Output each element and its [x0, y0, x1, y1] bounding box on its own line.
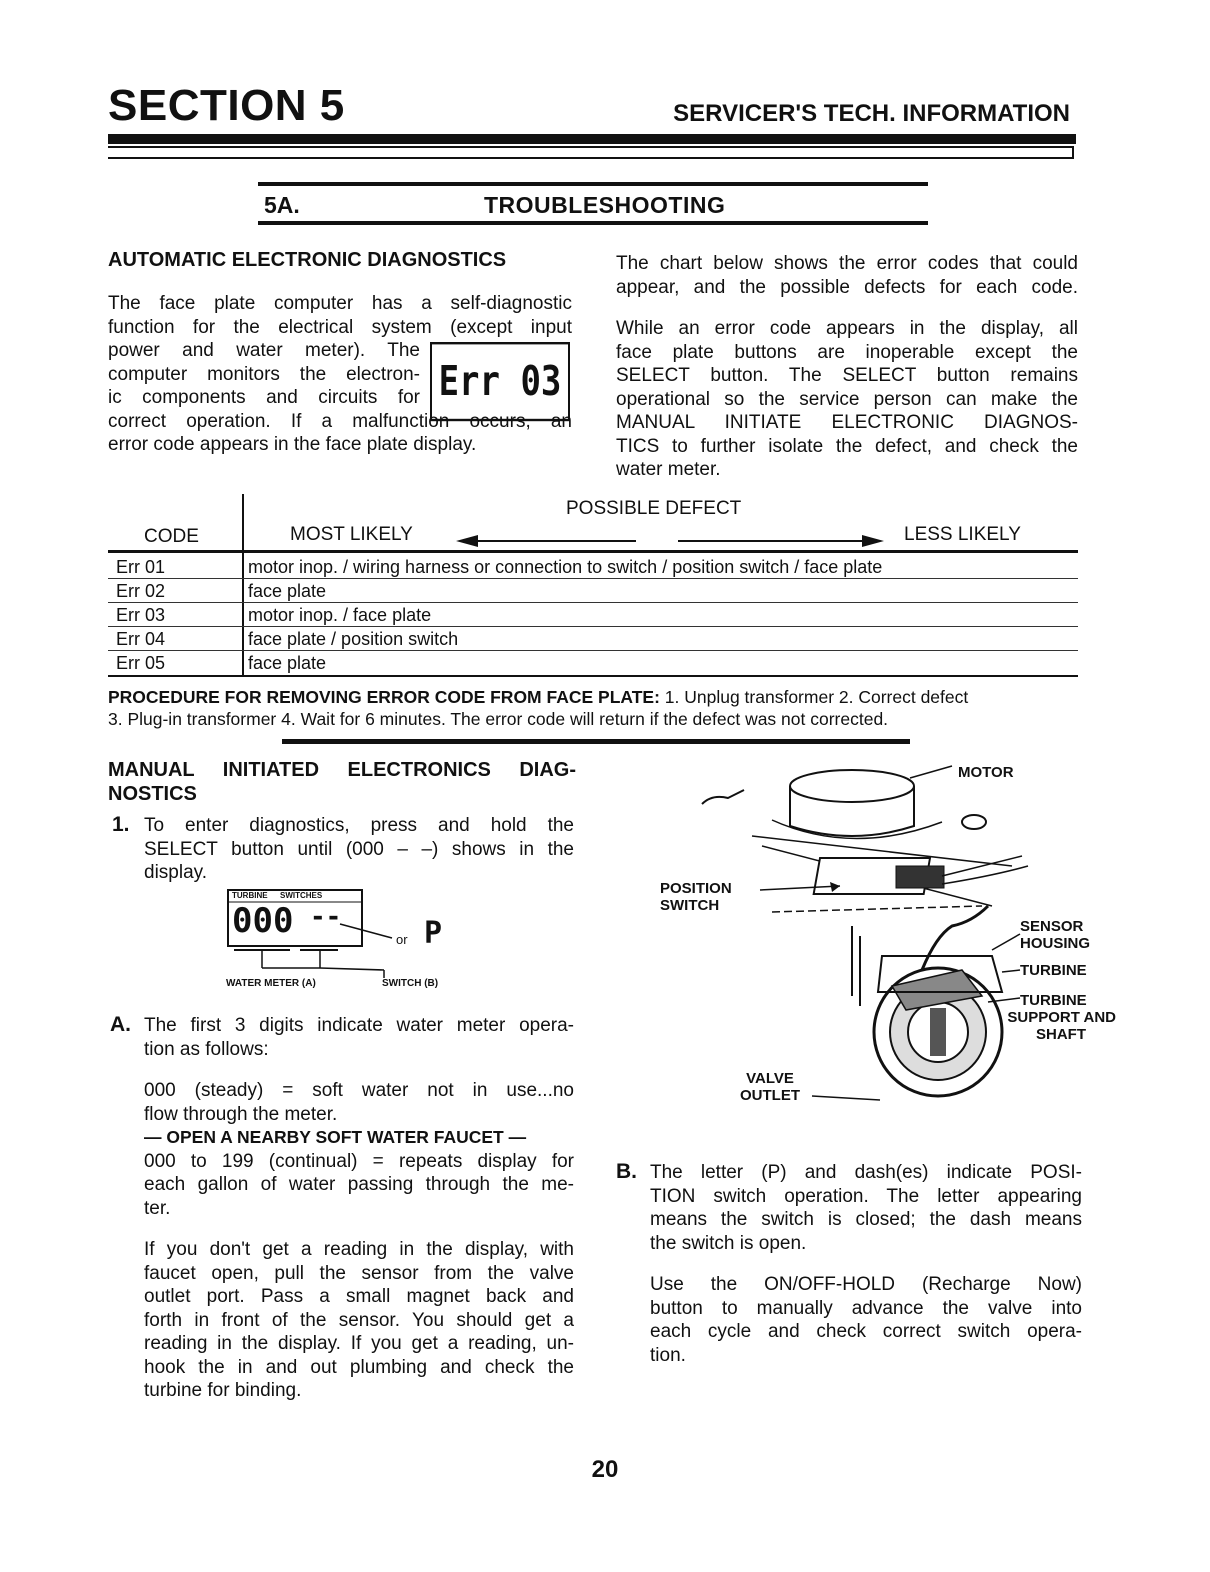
subsection-title: TROUBLESHOOTING: [484, 192, 726, 218]
subsection-number: 5A.: [264, 192, 300, 218]
table-defect: motor inop. / face plate: [248, 605, 432, 625]
auto-diagnostics-text: The face plate computer has a self-diagnostic function for the electrical system (except input power and water meter). The computer monitors the electron- ic components and circuits for correct operation. If a malfunction occurs, an error code appears in the face plate display.: [108, 293, 572, 455]
code-header: CODE: [144, 526, 199, 547]
table-defect: face plate: [248, 581, 327, 601]
step-a-letter: A.: [110, 1013, 131, 1036]
error-display: Err 03: [430, 342, 570, 421]
most-likely-header: MOST LIKELY: [290, 524, 413, 545]
water-meter-label: WATER METER (A): [226, 978, 316, 989]
subsection-rule-top: [258, 182, 928, 186]
subsection-rule-bottom: [258, 221, 928, 225]
table-header-rule: [108, 550, 1078, 553]
page-number: 20: [591, 1456, 619, 1483]
table-defect: motor inop. / wiring harness or connection to switch / position switch / face plate: [248, 557, 883, 577]
section-divider: [282, 739, 910, 744]
manual-diagnostics-heading: MANUAL INITIATED ELECTRONICS DIAG- NOSTICS: [108, 759, 576, 805]
position-letter: P: [424, 916, 443, 951]
table-row-rule: [108, 578, 1078, 579]
step-1-text: To enter diagnostics, press and hold the SELECT button until (000 – –) shows in the display.: [144, 815, 574, 883]
table-row-rule: [108, 626, 1078, 627]
sensor-housing-label: SENSOR HOUSING: [1020, 918, 1091, 952]
header-rule: [108, 134, 1076, 144]
table-row-rule: [108, 602, 1078, 603]
table-code: Err 03: [116, 605, 166, 625]
position-switch-label: POSITION SWITCH: [660, 880, 732, 914]
possible-defect-header: POSSIBLE DEFECT: [566, 498, 742, 519]
turbine-label: TURBINE: [1020, 962, 1087, 979]
arrow-right-icon: [678, 534, 884, 548]
table-divider: [242, 494, 244, 676]
procedure-text: PROCEDURE FOR REMOVING ERROR CODE FROM FACE PLATE: 1. Unplug transformer 2. Correct defect 3. Plug-in transformer 4. Wait for 6 minutes. The error code will return if the defect was not corrected.: [108, 687, 969, 729]
less-likely-header: LESS LIKELY: [904, 524, 1021, 545]
switch-dashes: --: [310, 902, 342, 932]
table-defect: face plate: [248, 653, 327, 673]
table-code: Err 05: [116, 653, 166, 673]
table-row-rule: [108, 650, 1078, 651]
meter-digits: 000: [232, 901, 294, 941]
valve-outlet-label: VALVE OUTLET: [740, 1070, 800, 1104]
error-chart-intro: The chart below shows the error codes that could appear, and the possible defects for each code. While an error code appears in the display, all face plate buttons are inoperable except the SELECT button. The SELECT button remains operational so the service person can make the MANUAL INITIATE ELECTRONIC DIAGNOS- TICS to further isolate the defect, and check the water meter.: [616, 253, 1078, 480]
arrow-left-icon: [456, 534, 636, 548]
turbine-label: TURBINE: [232, 891, 268, 900]
step-a-text: The first 3 digits indicate water meter opera- tion as follows: 000 (steady) = soft water not in use...no flow through the meter. — OPEN A NEARBY SOFT WATER FAUCET — 000 to 199 (continual) = repeats display for each gallon of water passing through the me- ter. If you don't get a reading in the display, with faucet open, pull the sensor from the valve outlet port. Pass a small magnet back and forth in front of the sensor. You should get a reading in the display. If you get a reading, un- hook the in and out plumbing and check the turbine for binding.: [144, 1015, 574, 1401]
table-bottom-rule: [108, 675, 1078, 677]
step-b-text: The letter (P) and dash(es) indicate POSI- TION switch operation. The letter appearing means the switch is closed; the dash means the switch is open. Use the ON/OFF-HOLD (Recharge Now) button to manually advance the valve into each cycle and check correct switch opera- tion.: [650, 1162, 1082, 1366]
section-heading: SECTION 5: [108, 81, 345, 130]
header-rule-double: [108, 146, 1074, 159]
section-title: SERVICER'S TECH. INFORMATION: [673, 100, 1070, 127]
switches-label: SWITCHES: [280, 891, 323, 900]
table-code: Err 01: [116, 557, 166, 577]
switch-label: SWITCH (B): [382, 978, 439, 989]
table-defect: face plate / position switch: [248, 629, 459, 649]
table-code: Err 02: [116, 581, 166, 601]
motor-label: MOTOR: [958, 764, 1014, 781]
table-code: Err 04: [116, 629, 166, 649]
or-label: or: [396, 932, 408, 947]
step-1-number: 1.: [112, 813, 130, 836]
turbine-support-label: TURBINE SUPPORT AND SHAFT: [1007, 992, 1116, 1043]
valve-diagram: [652, 756, 1122, 1136]
step-b-letter: B.: [616, 1160, 637, 1183]
auto-diagnostics-heading: AUTOMATIC ELECTRONIC DIAGNOSTICS: [108, 249, 507, 271]
diagnostic-display: [224, 888, 474, 998]
